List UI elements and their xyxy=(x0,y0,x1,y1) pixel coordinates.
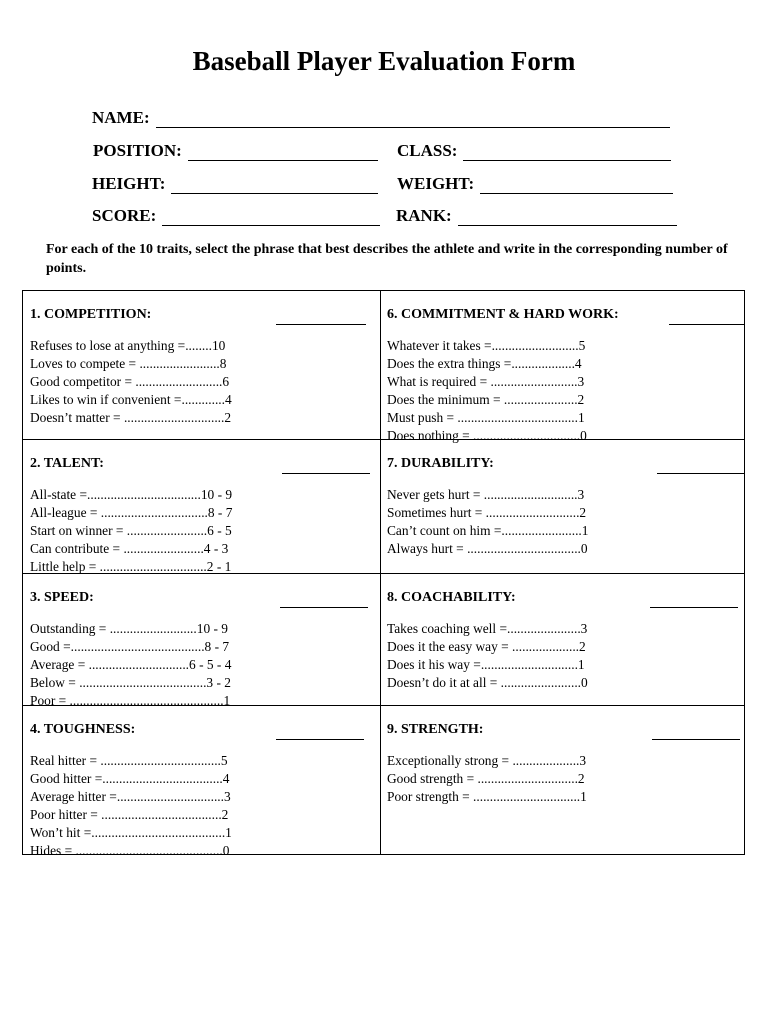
trait-heading: 9. STRENGTH: xyxy=(387,722,484,737)
trait-coachability xyxy=(380,574,746,705)
rank-label: RANK: xyxy=(396,206,452,225)
trait-option: Never gets hurt = ............................3 xyxy=(387,487,585,502)
height-field[interactable] xyxy=(92,174,378,194)
trait-commitment xyxy=(380,291,746,443)
trait-option: Poor = ..............................................1 xyxy=(30,692,231,708)
trait-competition xyxy=(23,291,380,439)
height-blank[interactable] xyxy=(171,177,378,194)
trait-option: All-league = ................................8 - 7 xyxy=(30,504,233,520)
trait-option: Good =........................................8 - 7 xyxy=(30,638,230,654)
weight-blank[interactable] xyxy=(480,177,673,194)
trait-score-blank[interactable] xyxy=(657,456,745,474)
trait-strength xyxy=(380,706,746,854)
trait-option: Start on winner = ........................6 - 5 xyxy=(30,522,232,538)
trait-option: Can contribute = ........................4 - 3 xyxy=(30,540,229,556)
trait-option: Little help = ................................2 - 1 xyxy=(30,558,232,574)
trait-speed xyxy=(23,574,380,708)
trait-option: Can’t count on him =........................1 xyxy=(387,522,589,538)
position-blank[interactable] xyxy=(188,144,378,161)
trait-option: Average hitter =................................3 xyxy=(30,788,231,804)
position-field[interactable] xyxy=(93,141,378,161)
name-label: NAME: xyxy=(92,108,150,127)
trait-score-blank[interactable] xyxy=(276,722,364,740)
trait-option: All-state =..................................10 - 9 xyxy=(30,487,233,502)
trait-score-blank[interactable] xyxy=(276,307,366,325)
trait-option: Outstanding = ..........................10 - 9 xyxy=(30,621,228,636)
rank-field[interactable] xyxy=(396,206,677,226)
score-field[interactable] xyxy=(92,206,380,226)
instructions: For each of the 10 traits, select the phrase that best describes the athlete and write in the corresponding number of points. xyxy=(46,242,728,276)
trait-option: Below = ......................................3 - 2 xyxy=(30,674,231,690)
trait-heading: 3. SPEED: xyxy=(30,590,94,605)
class-label: CLASS: xyxy=(397,141,458,160)
height-label: HEIGHT: xyxy=(92,174,166,193)
trait-option: Average = ..............................6 - 5 - 4 xyxy=(30,656,232,672)
trait-toughness xyxy=(23,706,380,858)
trait-option: Does it his way =.............................1 xyxy=(387,656,585,672)
weight-label: WEIGHT: xyxy=(397,174,475,193)
trait-heading: 7. DURABILITY: xyxy=(387,456,494,471)
trait-option: Does it the easy way = ....................2 xyxy=(387,638,586,654)
trait-score-blank[interactable] xyxy=(282,456,370,474)
weight-field[interactable] xyxy=(397,174,673,194)
trait-heading: 2. TALENT: xyxy=(30,456,104,471)
trait-option: Doesn’t matter = ..............................2 xyxy=(30,409,232,425)
score-label: SCORE: xyxy=(92,206,157,225)
name-blank[interactable] xyxy=(156,111,670,128)
trait-option: Won’t hit =........................................1 xyxy=(30,824,232,840)
trait-option: Always hurt = ..................................0 xyxy=(387,540,588,556)
trait-option: Hides = ............................................0 xyxy=(30,842,230,858)
trait-option: What is required = ..........................3 xyxy=(387,373,585,389)
class-blank[interactable] xyxy=(463,144,671,161)
position-label: POSITION: xyxy=(93,141,182,160)
trait-option: Does the minimum = ......................2 xyxy=(387,391,585,407)
trait-option: Must push = ....................................1 xyxy=(387,409,585,425)
trait-option: Refuses to lose at anything =........10 xyxy=(30,338,226,353)
trait-option: Sometimes hurt = ............................2 xyxy=(387,504,587,520)
name-field[interactable] xyxy=(92,108,670,128)
trait-option: Whatever it takes =..........................5 xyxy=(387,338,586,353)
trait-score-blank[interactable] xyxy=(652,722,740,740)
trait-score-blank[interactable] xyxy=(669,307,745,325)
trait-option: Doesn’t do it at all = ........................0 xyxy=(387,674,588,690)
trait-heading: 1. COMPETITION: xyxy=(30,307,152,322)
rank-blank[interactable] xyxy=(458,209,677,226)
trait-option: Exceptionally strong = ....................3 xyxy=(387,753,587,768)
score-blank[interactable] xyxy=(162,209,380,226)
trait-score-blank[interactable] xyxy=(650,590,738,608)
trait-option: Poor strength = ................................1 xyxy=(387,788,587,804)
trait-option: Loves to compete = ........................8 xyxy=(30,355,227,371)
traits-grid xyxy=(22,290,745,858)
trait-durability xyxy=(380,440,746,573)
trait-option: Good hitter =....................................4 xyxy=(30,770,230,786)
trait-heading: 4. TOUGHNESS: xyxy=(30,722,136,737)
trait-option: Likes to win if convenient =.............4 xyxy=(30,391,232,407)
form-title: Baseball Player Evaluation Form xyxy=(192,46,576,76)
trait-option: Poor hitter = ....................................2 xyxy=(30,806,229,822)
class-field[interactable] xyxy=(397,141,671,161)
trait-heading: 6. COMMITMENT & HARD WORK: xyxy=(387,307,619,322)
trait-heading: 8. COACHABILITY: xyxy=(387,590,516,605)
trait-score-blank[interactable] xyxy=(280,590,368,608)
trait-talent xyxy=(23,440,380,573)
trait-option: Does the extra things =...................4 xyxy=(387,355,582,371)
trait-option: Real hitter = ....................................5 xyxy=(30,753,228,768)
trait-option: Good competitor = ..........................6 xyxy=(30,373,230,389)
trait-option: Does nothing = ................................0 xyxy=(387,427,587,443)
trait-option: Good strength = ..............................2 xyxy=(387,770,585,786)
trait-option: Takes coaching well =......................3 xyxy=(387,621,588,636)
